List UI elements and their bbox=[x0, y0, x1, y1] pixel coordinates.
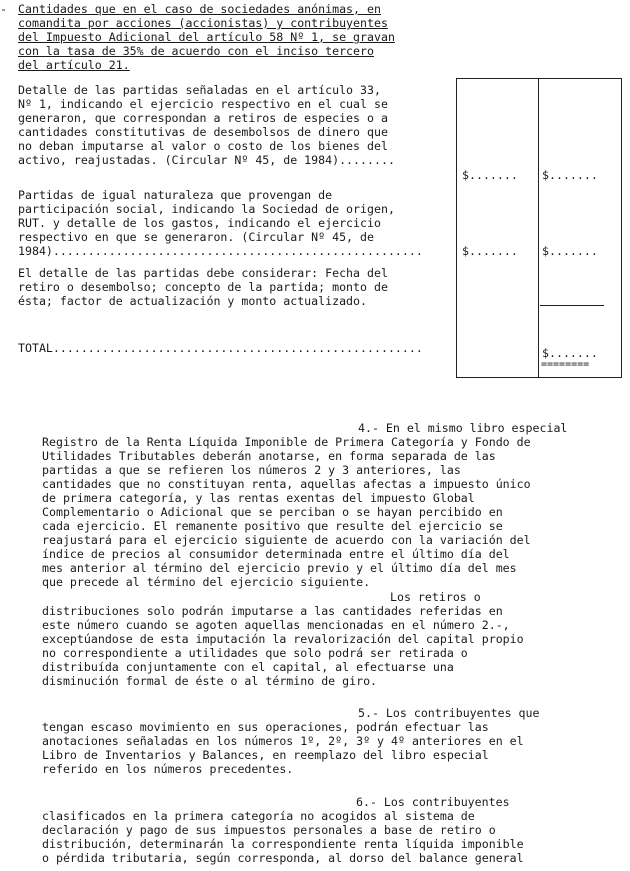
row3-line-1: El detalle de las partidas debe considerar: Fecha del bbox=[18, 266, 388, 280]
retiros-line-4: exceptúandose de esta imputación la revalorización del capital propio bbox=[42, 632, 524, 646]
section4-line-4: partidas a que se refieren los números 2 y 3 anteriores, las bbox=[42, 463, 461, 477]
row1-line-4: cantidades constitutivas de desembolsos de dinero que bbox=[18, 125, 388, 139]
total-amount: $....... bbox=[542, 346, 598, 360]
table-frame bbox=[456, 78, 622, 378]
section4-heading: 4.- En el mismo libro especial bbox=[358, 421, 568, 435]
section6-line-2: clasificados en la primera categoría no acogidos al sistema de bbox=[42, 809, 475, 823]
row2-amount-col2: $....... bbox=[542, 244, 598, 258]
header-dash: - bbox=[0, 2, 7, 16]
total-label: TOTAL..................................................... bbox=[18, 341, 423, 355]
row1-line-3: generaron, que correspondan a retiros de especies o a bbox=[18, 111, 388, 125]
retiros-line-7: disminución formal de éste o al término de giro. bbox=[42, 674, 378, 688]
column-divider bbox=[538, 78, 539, 378]
retiros-heading: Los retiros o bbox=[390, 590, 481, 604]
section6-line-5: o pérdida tributaria, según corresponda, al dorso del balance general bbox=[42, 851, 524, 865]
row1-line-5: no deban imputarse al valor o costo de los bienes del bbox=[18, 139, 388, 153]
row2-amount-col1: $....... bbox=[462, 244, 518, 258]
section4-line-10: índice de precios al consumidor determinada entre el último día del bbox=[42, 547, 510, 561]
section5-line-3: anotaciones señaladas en los números 1º, 2º, 3º y 4º anteriores en el bbox=[42, 734, 524, 748]
header-line-5: del artículo 21. bbox=[18, 58, 130, 72]
row1-amount-col2: $....... bbox=[542, 168, 598, 182]
section4-line-2: Registro de la Renta Líquida Imponible de Primera Categoría y Fondo de bbox=[42, 435, 531, 449]
section4-line-6: de primera categoría, y las rentas exentas del impuesto Global bbox=[42, 491, 475, 505]
row2-line-5: 1984)..................................................... bbox=[18, 244, 423, 258]
retiros-line-2: distribuciones solo podrán imputarse a las cantidades referidas en bbox=[42, 604, 503, 618]
row2-line-3: RUT. y detalle de los gastos, indicando el ejercicio bbox=[18, 216, 381, 230]
section4-line-5: cantidades que no constituyan renta, aquellas afectas a impuesto único bbox=[42, 477, 531, 491]
section4-line-7: Complementario o Adicional que se perciban o se hayan percibido en bbox=[42, 505, 503, 519]
section5-line-2: tengan escaso movimiento en sus operaciones, podrán efectuar las bbox=[42, 720, 489, 734]
row3-line-2: retiro o desembolso; concepto de la partida; monto de bbox=[18, 280, 388, 294]
header-line-3: del Impuesto Adicional del artículo 58 Nº 1, se gravan bbox=[18, 30, 395, 44]
section4-line-12: que precede al término del ejercicio siguiente. bbox=[42, 575, 371, 589]
section6-line-3: declaración y pago de sus impuestos personales a base de retiro o bbox=[42, 823, 496, 837]
section4-line-3: Utilidades Tributables deberán anotarse, en forma separada de las bbox=[42, 449, 496, 463]
row3-line-3: ésta; factor de actualización y monto actualizado. bbox=[18, 294, 368, 308]
row1-amount-col1: $....... bbox=[462, 168, 518, 182]
row2-line-2: participación social, indicando la Sociedad de origen, bbox=[18, 202, 395, 216]
section5-line-5: referido en los números precedentes. bbox=[42, 762, 294, 776]
section4-line-9: reajustará para el ejercicio siguiente de acuerdo con la variación del bbox=[42, 533, 531, 547]
header-line-2: comandita por acciones (accionistas) y contribuyentes bbox=[18, 16, 388, 30]
row2-line-4: respectivo en que se generaron. (Circular Nº 45, de bbox=[18, 230, 374, 244]
section5-line-4: Libro de Inventarios y Balances, en reemplazo del libro especial bbox=[42, 748, 489, 762]
row2-line-1: Partidas de igual naturaleza que provengan de bbox=[18, 188, 333, 202]
retiros-line-6: distribuída conjuntamente con el capital, al efectuarse una bbox=[42, 660, 454, 674]
section6-line-4: distribución, determinarán la correspondiente renta líquida imponible bbox=[42, 837, 524, 851]
section6-heading: 6.- Los contribuyentes bbox=[356, 795, 510, 809]
row1-line-1: Detalle de las partidas señaladas en el artículo 33, bbox=[18, 83, 381, 97]
retiros-line-3: este número cuando se agoten aquellas mencionadas en el número 2.-, bbox=[42, 618, 510, 632]
total-double-rule: ======== bbox=[541, 359, 590, 370]
row1-line-6: activo, reajustadas. (Circular Nº 45, de 1984)........ bbox=[18, 153, 395, 167]
header-line-1: Cantidades que en el caso de sociedades anónimas, en bbox=[18, 2, 381, 16]
retiros-line-5: no correspondiente a utilidades que solo podrá ser retirada o bbox=[42, 646, 468, 660]
section4-line-8: cada ejercicio. El remanente positivo que resulte del ejercicio se bbox=[42, 519, 503, 533]
row1-line-2: Nº 1, indicando el ejercicio respectivo en el cual se bbox=[18, 97, 388, 111]
header-line-4: con la tasa de 35% de acuerdo con el inciso tercero bbox=[18, 44, 374, 58]
subtotal-rule bbox=[540, 305, 604, 306]
section4-line-11: mes anterior al término del ejercicio previo y el último día del mes bbox=[42, 561, 517, 575]
section5-heading: 5.- Los contribuyentes que bbox=[358, 706, 540, 720]
